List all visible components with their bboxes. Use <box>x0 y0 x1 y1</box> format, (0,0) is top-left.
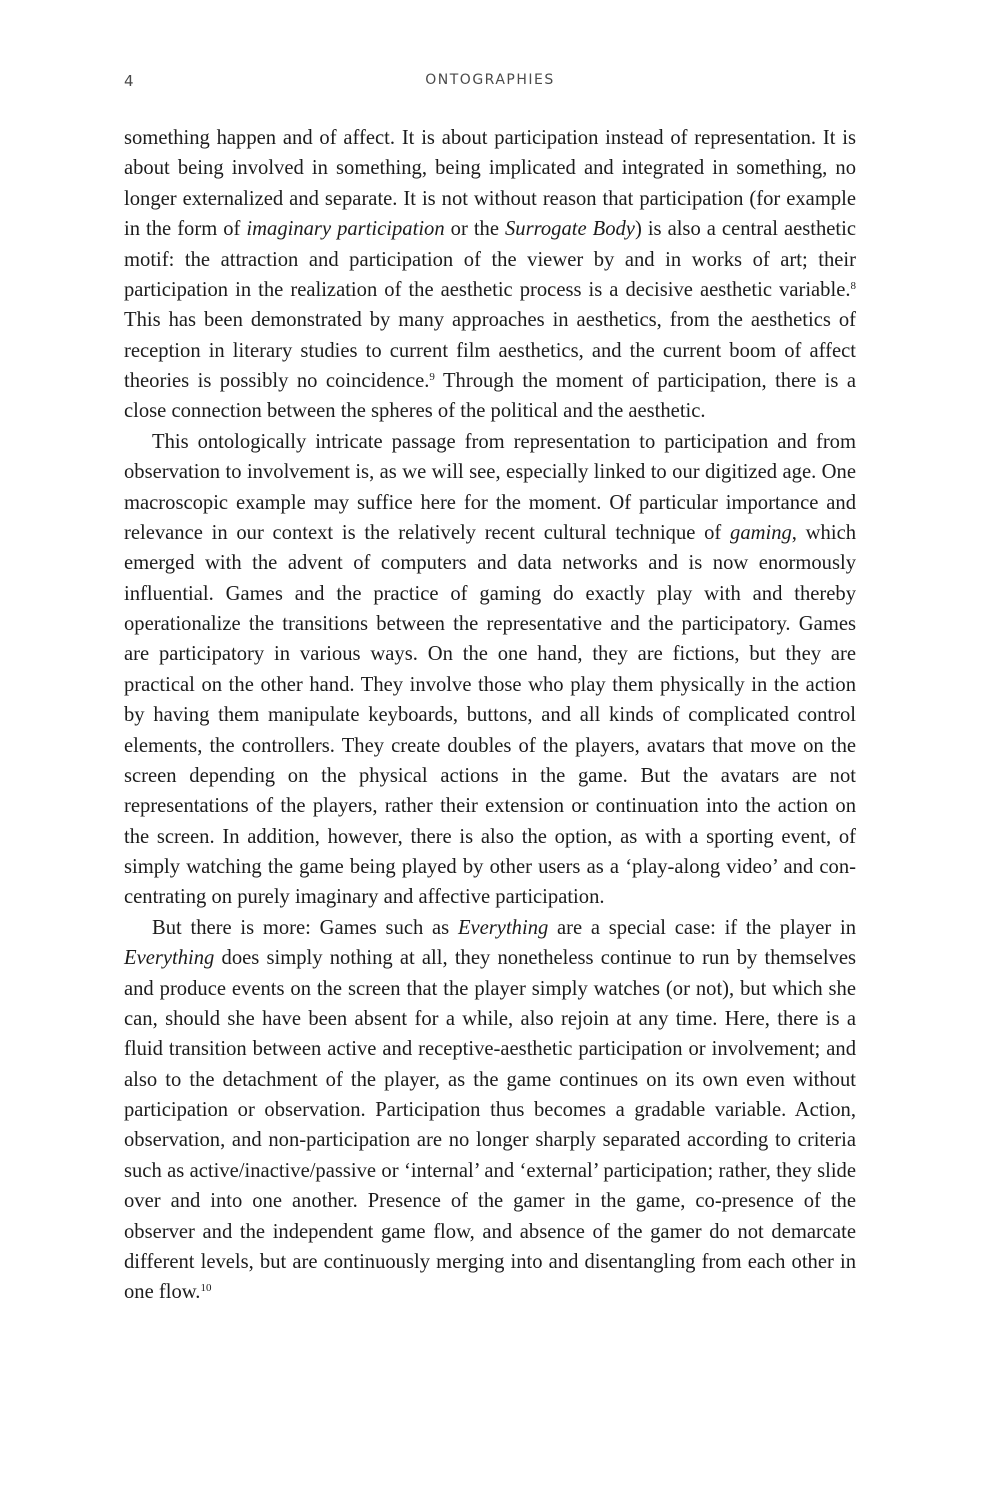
italic-text: Everything <box>457 916 549 939</box>
text-run: This ontologically intricate passage from representation to participation and from observation to involvement is, as we will see, especially linked to our digitized age. One macroscopic example may suffice here for the moment. Of particular importance and relevance in our context is the relatively recent cultural technique of <box>124 430 856 544</box>
paragraph <box>124 913 856 1308</box>
italic-text: imaginary participation <box>246 218 445 241</box>
text-run: something happen and of affect. It is about participation instead of representation. It is about being involved in something, being implicated and integrated in something, no longer externalized and separate. It is not without reason that participation (for example in the form of <box>124 127 856 241</box>
text-run: are a special case: if the player in <box>548 916 857 939</box>
italic-text: Everything <box>124 947 215 970</box>
footnote-ref: 8 <box>850 279 856 292</box>
footnote-ref: 10 <box>200 1282 212 1295</box>
body-text <box>124 123 856 1308</box>
text-run: or the <box>444 218 505 241</box>
paragraph <box>124 427 856 913</box>
text-run: , which emerged with the advent of computers and data networks and is now enormously influential. Games and the practice of gaming do exactly play with and thereby operationalize the transitions between the representative and the participatory. Games are participatory in various ways. On the one hand, they are fictions, but they are practical on the other hand. They involve those who play them physically in the action by having them manipulate keyboards, buttons, and all kinds of complicated control elements, the controllers. They create doubles of the players, avatars that move on the screen depending on the physical actions in the game. But the avatars are not representations of the players, rather their extension or continuation into the action on the screen. In addition, however, there is also the option, as with a sporting event, of simply watching the game being played by other users as a ‘play-along video’ and concentrating on purely imaginary and affective participation. <box>124 521 856 909</box>
text-run: Through the moment of participation, there is a close connection between the spheres of the political and the aesthetic. <box>124 370 856 423</box>
text-run: ) is also a central aesthetic motif: the attraction and participation of the viewer by and in works of art; their participation in the realization of the aesthetic process is a decisive aesthetic variable. <box>124 218 856 301</box>
footnote-ref: 9 <box>429 371 435 383</box>
text-run: But there is more: Games such as <box>152 916 458 939</box>
page-header <box>124 72 856 96</box>
text-run: This has been demonstrated by many approaches in aesthetics, from the aesthetics of reception in literary studies to current film aesthetics, and the current boom of affect theories is possibly no coincidence. <box>124 309 856 392</box>
page-number: 4 <box>124 72 134 90</box>
italic-text: Surrogate Body <box>505 218 635 241</box>
running-head: ONTOGRAPHIES <box>425 72 555 88</box>
text-run: does simply nothing at all, they nonetheless continue to run by themselves and produce events on the screen that the player simply watches (or not), but which she can, should she have been absent for a while, also rejoin at any time. Here, there is a fluid transition between active and receptive-aesthetic participation or involvement; and also to the detachment of the player, as the game continues on its own even without participation or observation. Participation thus becomes a gradable variable. Action, observation, and non-participation are no longer sharply separated according to criteria such as active/inactive/passive or ‘internal’ and ‘external’ participation; rather, they slide over and into one another. Presence of the gamer in the game, co-presence of the observer and the independent game flow, and absence of the gamer do not demarcate different levels, but are continuously merging into and disentangling from each other in one flow. <box>124 947 856 1304</box>
italic-text: gaming <box>730 521 792 544</box>
paragraph <box>124 123 856 427</box>
